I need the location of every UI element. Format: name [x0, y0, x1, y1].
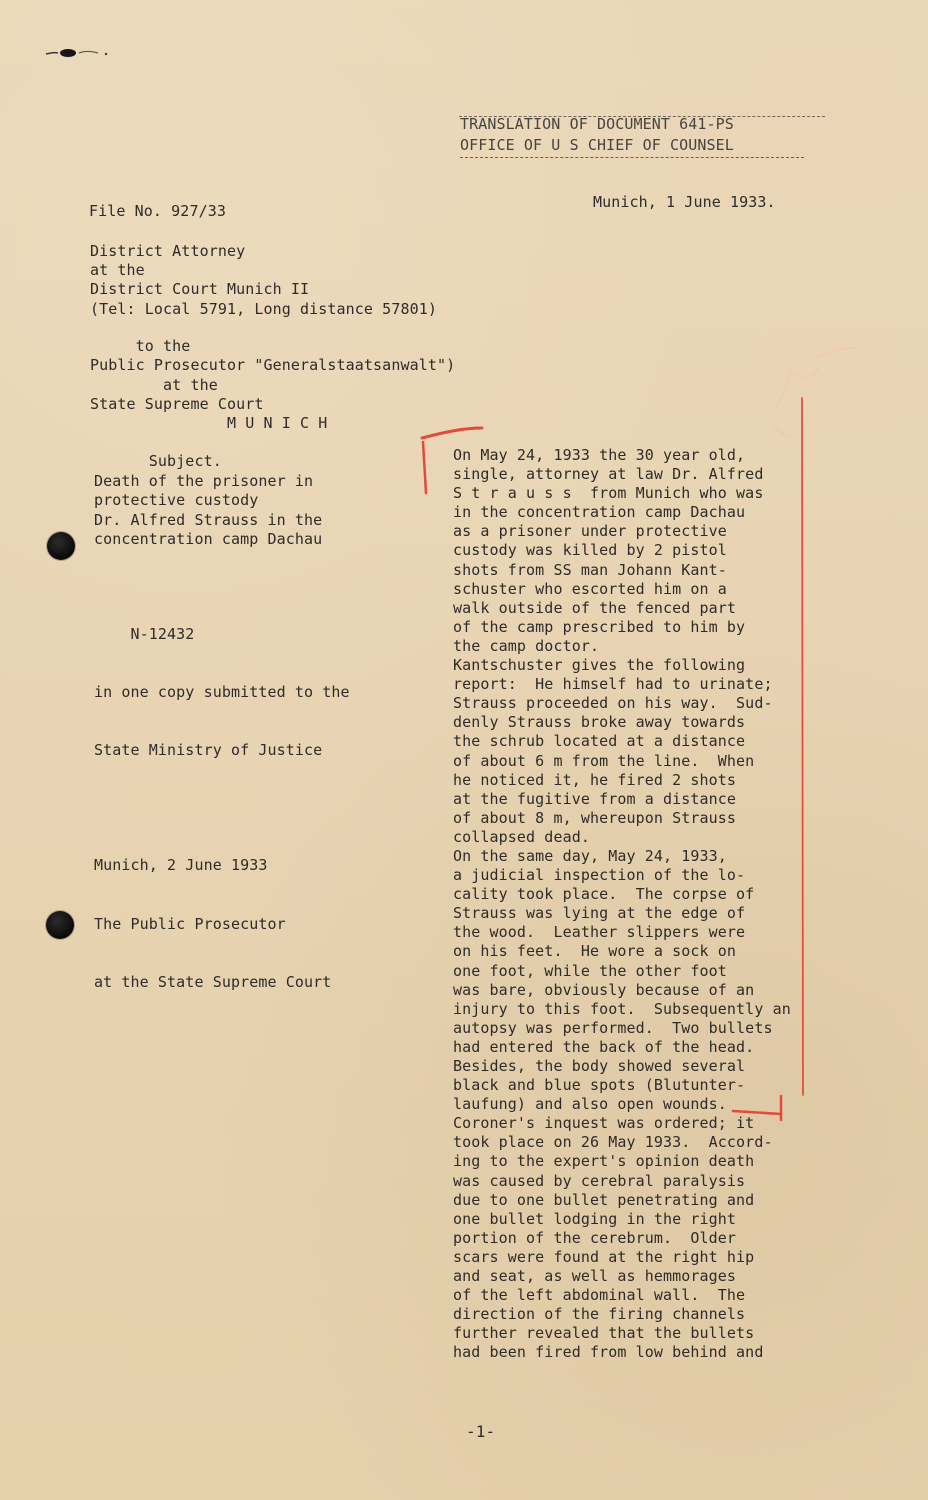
top-left-ink-mark — [44, 43, 114, 59]
punch-hole-lower — [46, 911, 74, 939]
recipient-block: to the Public Prosecutor "Generalstaatsanwalt") at the State Supreme Court M U N I C H — [90, 337, 456, 433]
translation-header — [460, 114, 830, 156]
file-number: File No. 927/33 — [89, 202, 226, 220]
sender-address: District Attorney at the District Court Munich II (Tel: Local 5791, Long distance 57801) — [90, 242, 437, 318]
page-number: -1- — [466, 1422, 496, 1441]
punch-hole-upper — [47, 532, 75, 560]
translation-title: TRANSLATION OF DOCUMENT 641-PS — [460, 115, 734, 133]
subject-block: Subject. Death of the prisoner in protective custody Dr. Alfred Strauss in the concentration camp Dachau — [94, 452, 323, 548]
note-line-3: State Ministry of Justice — [94, 741, 323, 760]
office-title: OFFICE OF U S CHIEF OF COUNSEL — [460, 136, 734, 154]
note-line-6: at the State Supreme Court — [94, 972, 332, 991]
note-line-4: Munich, 2 June 1933 — [94, 856, 268, 875]
document-date: Munich, 1 June 1933. — [593, 193, 776, 211]
note-line-2: in one copy submitted to the — [94, 683, 350, 702]
note-line-1: N-12432 — [94, 624, 195, 643]
report-text: On May 24, 1933 the 30 year old, single, attorney at law Dr. Alfred S t r a u s s from Munich who was in the concentration camp Dachau as a prisoner under protective custody was killed by 2 pistol shots from SS man Johann Kant- schuster who escorted him on a walk outside of the fenced part of the camp prescribed to him by the camp doctor. Kantschuster gives the following report: He himself had to urinate; Strauss proceeded on his way. Sud- denly Strauss broke away towards the schrub located at a distance of about 6 m from the line. When he noticed it, he fired 2 shots at the fugitive from a distance of about 8 m, whereupon Strauss collapsed dead. On the same day, May 24, 1933, a judicial inspection of the lo- cality took place. The corpse of Strauss was lying at the edge of the wood. Leather slippers were on his feet. He wore a sock on one foot, while the other foot was bare, obviously because of an injury to this foot. Subsequently an autopsy was performed. Two bullets had entered the back of the head. Besides, the body showed several black and blue spots (Blutunter- laufung) and also open wounds. Coroner's inquest was ordered; it took place on 26 May 1933. Accord- ing to the expert's opinion death was caused by cerebral paralysis due to one bullet penetrating and one bullet lodging in the right portion of the cerebrum. Older scars were found at the right hip and seat, as well as hemmorages of the left abdominal wall. The direction of the firing channels further revealed that the bullets had been fired from low behind and — [453, 446, 791, 1362]
submission-note — [94, 586, 434, 1031]
note-gap — [94, 799, 434, 817]
note-line-5: The Public Prosecutor — [94, 914, 286, 933]
